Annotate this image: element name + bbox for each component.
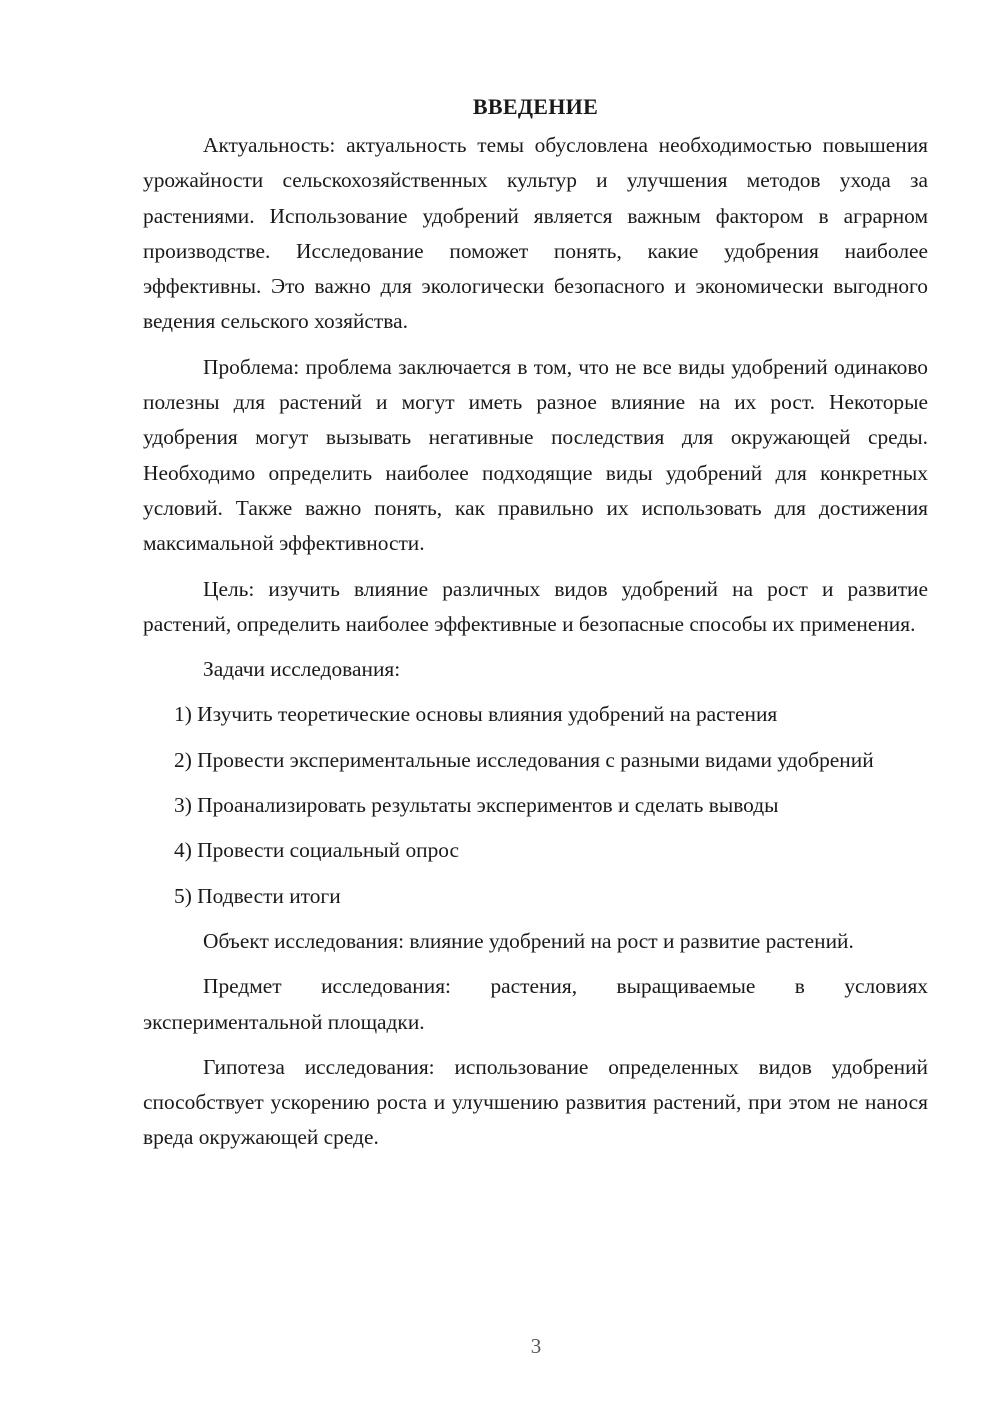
task-item-5: 5) Подвести итоги [174, 883, 341, 908]
document-body [143, 92, 928, 1166]
page-number: 3 [530, 1334, 542, 1358]
task-item-4: 4) Провести социальный опрос [174, 838, 460, 863]
tasks-heading: Задачи исследования: [203, 657, 401, 682]
task-item-3: 3) Проанализировать результаты экспериментов и сделать выводы [174, 793, 779, 818]
task-item-2: 2) Провести экспериментальные исследования с разными видами удобрений [174, 747, 874, 772]
paragraph-relevance: Актуальность: актуальность темы обусловлена необходимостью повышения урожайности сельскохозяйственных культур и улучшения методов ухода за растениями. Использование удобрений является важным фактором в аграрном производстве. Исследование поможет понять, какие удобрения наиболее эффективны. Это важно для экологически безопасного и экономически выгодного ведения сельского хозяйства. [143, 133, 928, 334]
paragraph-hypothesis: Гипотеза исследования: использование определенных видов удобрений способствует ускорению роста и улучшению развития растений, при этом не нанося вреда окружающей среде. [143, 1054, 928, 1150]
paragraph-object: Объект исследования: влияние удобрений на рост и развитие растений. [203, 928, 854, 953]
paragraph-problem: Проблема: проблема заключается в том, что не все виды удобрений одинаково полезны для растений и могут иметь разное влияние на их рост. Некоторые удобрения могут вызывать негативные последствия для окружающей среды. Необходимо определить наиболее подходящие виды удобрений для конкретных условий. Также важно понять, как правильно их использовать для достижения максимальной эффективности. [143, 354, 928, 556]
paragraph-subject: Предмет исследования: растения, выращиваемые в условиях экспериментальной площадки. [143, 974, 928, 1034]
task-item-1: 1) Изучить теоретические основы влияния удобрений на растения [174, 702, 778, 727]
section-title: ВВЕДЕНИЕ [472, 94, 599, 119]
paragraph-goal: Цель: изучить влияние различных видов удобрений на рост и развитие растений, определить наиболее эффективные и безопасные способы их применения. [143, 576, 928, 636]
